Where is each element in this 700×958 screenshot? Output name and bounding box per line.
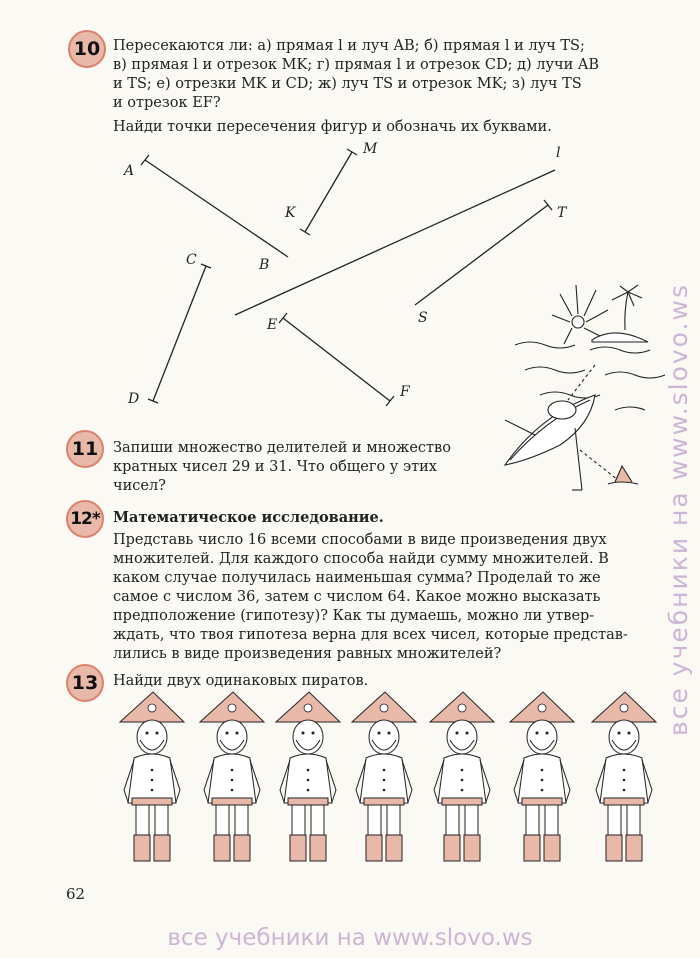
- page-number: 62: [66, 885, 86, 903]
- pirate-1: [120, 692, 184, 861]
- task-12-line-7: лились в виде произведения равных множителей?: [113, 646, 502, 662]
- boat-icon: [505, 395, 595, 490]
- point-label-t: T: [557, 205, 567, 221]
- pirate-boat-illustration: [500, 270, 670, 500]
- task-12-line-3: каком случае получилась наименьшая сумма? Проделай то же: [113, 570, 601, 586]
- task-11-line-1: Запиши множество делителей и множество: [113, 440, 451, 456]
- pirates-row: [118, 690, 670, 880]
- pirate-7: [592, 692, 656, 861]
- segment-cd: [153, 266, 206, 401]
- pirate-4: [352, 692, 416, 861]
- point-label-c: C: [186, 252, 197, 268]
- watermark-bottom: все учебники на www.slovo.ws: [167, 925, 533, 951]
- task-10-line-4: и отрезок EF?: [113, 95, 221, 111]
- task-12-line-2: множителей. Для каждого способа найди сумму множителей. В: [113, 551, 609, 567]
- ray-ab: [145, 160, 288, 257]
- task-12-line-1: Представь число 16 всеми способами в виде произведения двух: [113, 532, 607, 548]
- point-label-f: F: [400, 384, 410, 400]
- task-12-line-4: самое с числом 36, затем с числом 64. Какое можно высказать: [113, 589, 601, 605]
- sun-icon: [552, 285, 608, 344]
- task-10-line-2: в) прямая l и отрезок MK; г) прямая l и отрезок CD; д) лучи AB: [113, 57, 600, 73]
- line-label-l: l: [556, 145, 561, 161]
- task-10-line-1: Пересекаются ли: а) прямая l и луч AB; б) прямая l и луч TS;: [113, 38, 585, 54]
- task-10-instruction: Найди точки пересечения фигур и обозначь их буквами.: [113, 119, 552, 135]
- task-13-number: 13: [66, 664, 104, 702]
- point-label-a: A: [124, 163, 135, 179]
- pirate-3: [276, 692, 340, 861]
- island-icon: [592, 285, 648, 342]
- pirate-5: [430, 692, 494, 861]
- task-13-text: Найди двух одинаковых пиратов.: [113, 673, 369, 689]
- task-11-line-2: кратных чисел 29 и 31. Что общего у этих: [113, 459, 437, 475]
- task-12-line-6: ждать, что твоя гипотеза верна для всех чисел, которые представ-: [113, 627, 628, 643]
- point-label-m: M: [363, 141, 378, 157]
- shark-fin-icon: [608, 466, 638, 484]
- task-10-number: 10: [68, 30, 106, 68]
- point-label-d: D: [128, 391, 140, 407]
- segment-mk: [305, 152, 352, 232]
- task-12-line-5: предположение (гипотезу)? Как ты думаешь, можно ли утвер-: [113, 608, 595, 624]
- task-11-line-3: чисел?: [113, 478, 166, 494]
- pirate-2: [200, 692, 264, 861]
- point-label-k: K: [285, 205, 296, 221]
- segment-ef: [283, 318, 390, 401]
- task-12-number: 12*: [66, 500, 104, 538]
- pirate-6: [510, 692, 574, 861]
- point-label-s: S: [418, 310, 428, 326]
- watermark-side: все учебники на www.slovo.ws: [664, 283, 693, 737]
- task-12-heading: Математическое исследование.: [113, 509, 384, 526]
- point-label-b: B: [259, 257, 270, 273]
- task-11-number: 11: [66, 430, 104, 468]
- task-10-line-3: и TS; е) отрезки MK и CD; ж) луч TS и отрезок MK; з) луч TS: [113, 76, 582, 92]
- geometry-figure: [100, 135, 560, 425]
- point-label-e: E: [267, 317, 278, 333]
